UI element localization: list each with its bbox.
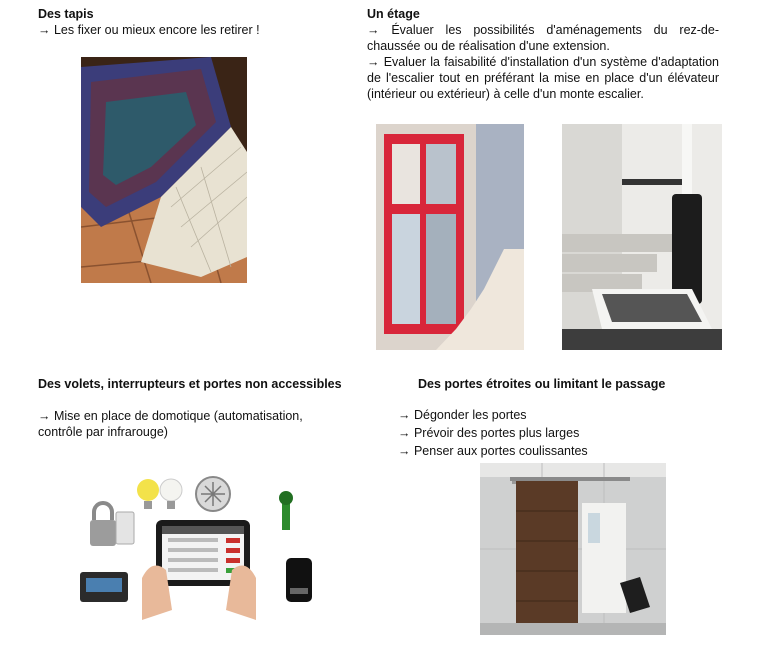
heading-volets: Des volets, interrupteurs et portes non accessibles <box>38 377 342 391</box>
text-portes-line-1: → Dégonder les portes <box>398 408 527 422</box>
text-portes-line-2: → Prévoir des portes plus larges <box>398 426 580 440</box>
text-volets-line-1: → Mise en place de domotique (automatisation, contrôle par infrarouge) <box>38 409 303 439</box>
home-automation-illustration <box>76 468 322 626</box>
text-etage-line-1: → Évaluer les possibilités d'aménagements du rez-de-chaussée ou de réalisation d'une extension. <box>367 23 719 53</box>
sliding-door-photo <box>480 463 666 635</box>
stairlift-photo <box>562 124 722 350</box>
text-etage-line-2: → Evaluer la faisabilité d'installation d'un système d'adaptation de l'escalier tout en préférant la mise en place d'un élévateur (intérieur ou extérieur) à celle d'un monte escalier. <box>367 55 719 101</box>
heading-portes: Des portes étroites ou limitant le passage <box>418 377 666 391</box>
heading-tapis: Des tapis <box>38 7 94 21</box>
elevator-photo <box>376 124 524 350</box>
heading-etage: Un étage <box>367 7 420 21</box>
text-tapis-line-1: → Les fixer ou mieux encore les retirer ! <box>38 23 260 37</box>
rug-photo <box>81 57 247 283</box>
text-portes-line-3: → Penser aux portes coulissantes <box>398 444 588 458</box>
